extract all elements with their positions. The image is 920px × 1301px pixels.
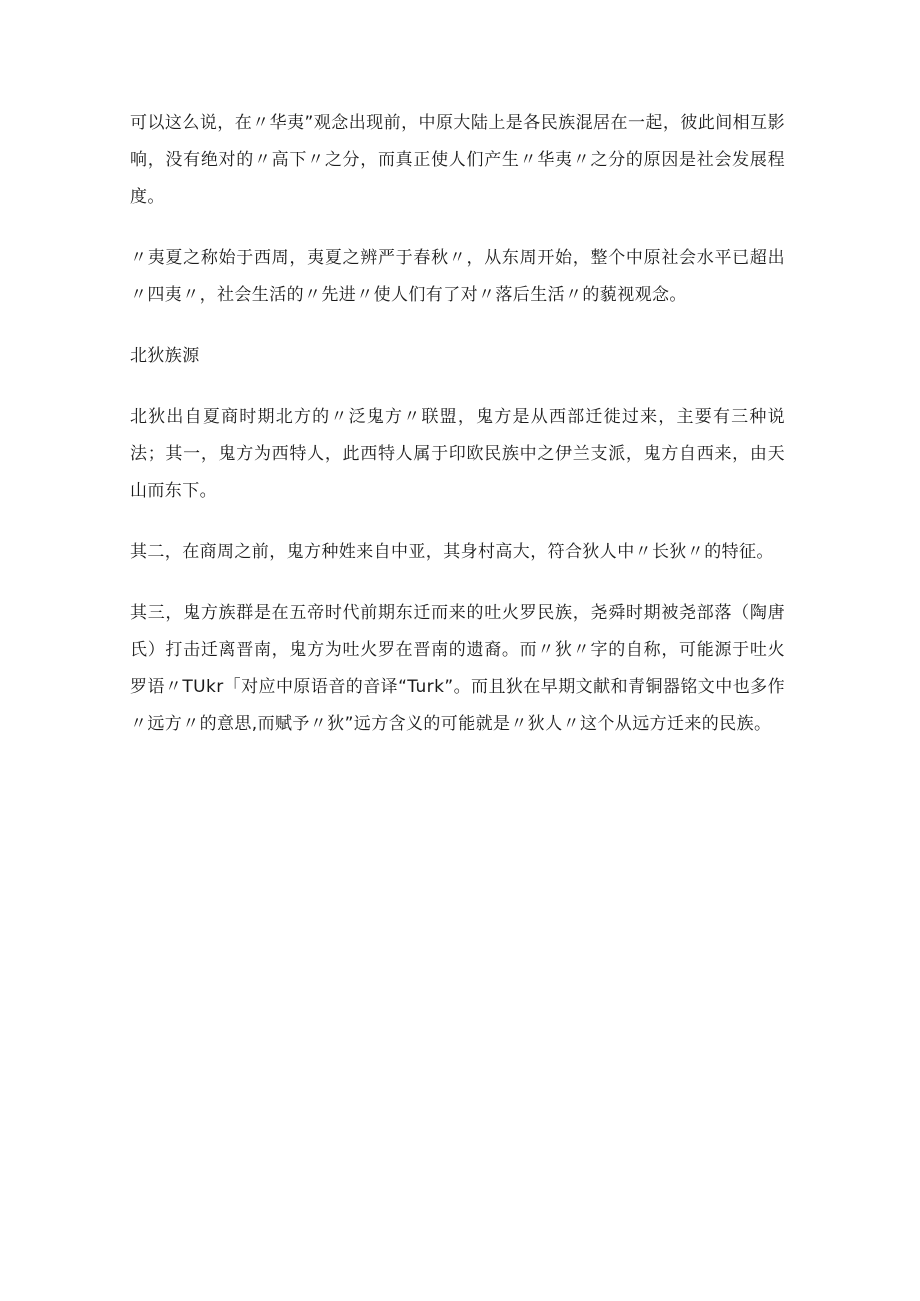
paragraph-1: 可以这么说，在〃华夷”观念出现前，中原大陆上是各民族混居在一起，彼此间相互影响，没有绝对的〃高下〃之分，而真正使人们产生〃华夷〃之分的原因是社会发展程度。 (130, 113, 785, 207)
paragraph-2: 〃夷夏之称始于西周，夷夏之辨严于春秋〃，从东周开始，整个中原社会水平已超出〃四夷〃，社会生活的〃先进〃使人们有了对〃落后生活〃的藐视观念。 (130, 248, 785, 305)
section-heading: 北狄族源 (130, 346, 200, 366)
section-paragraph-2: 其二，在商周之前，鬼方种姓来自中亚，其身村高大，符合狄人中〃长狄〃的特征。 (130, 542, 774, 562)
section-paragraph-3: 其三，鬼方族群是在五帝时代前期东迁而来的吐火罗民族，尧舜时期被尧部落（陶唐氏）打击迁离晋南，鬼方为吐火罗在晋南的遗裔。而〃狄〃字的自称，可能源于吐火罗语〃TUkr「对应中原语音的音译“Turk”。而且狄在早期文献和青铜器铭文中也多作〃远方〃的意思,而赋予〃狄”远方含义的可能就是〃狄人〃这个从远方迁来的民族。 (130, 603, 785, 734)
section-paragraph-1: 北狄出自夏商时期北方的〃泛鬼方〃联盟，鬼方是从西部迁徙过来，主要有三种说法；其一，鬼方为西特人，此西特人属于印欧民族中之伊兰支派，鬼方自西来，由天山而东下。 (130, 407, 785, 501)
document-body (130, 105, 785, 767)
